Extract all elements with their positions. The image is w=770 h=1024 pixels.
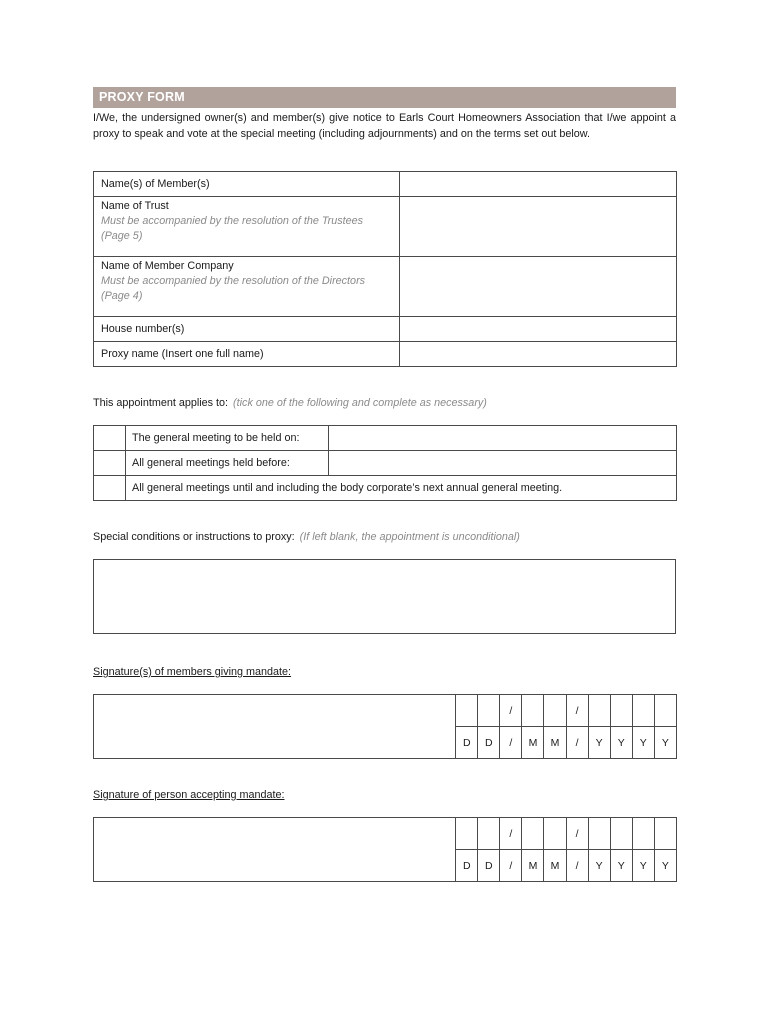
form-title: PROXY FORM — [93, 87, 676, 108]
date-cell[interactable] — [522, 818, 544, 850]
date-format-label: M — [544, 850, 566, 882]
date-cell[interactable] — [610, 818, 632, 850]
company-name-label: Name of Member Company — [101, 260, 234, 272]
table-row — [94, 197, 677, 257]
members-signature-field[interactable] — [94, 695, 456, 759]
table-row — [94, 342, 677, 367]
conditions-label: Special conditions or instructions to proxy: — [93, 531, 295, 543]
date-cell[interactable] — [478, 818, 500, 850]
option-1-checkbox[interactable] — [94, 426, 126, 451]
members-signature-table — [93, 694, 677, 759]
appointment-hint: (tick one of the following and complete as necessary) — [233, 397, 487, 409]
date-format-label: D — [478, 727, 500, 759]
date-format-label: M — [522, 727, 544, 759]
date-format-label: Y — [610, 850, 632, 882]
member-details-table — [93, 171, 677, 367]
date-format-label: Y — [654, 727, 676, 759]
trust-name-note: Must be accompanied by the resolution of the Trustees — [101, 215, 364, 227]
table-row — [94, 172, 677, 197]
proxy-name-field[interactable] — [399, 342, 676, 367]
trust-name-label: Name of Trust — [101, 200, 169, 212]
date-cell[interactable] — [588, 818, 610, 850]
date-format-label: / — [500, 850, 522, 882]
date-format-label: D — [456, 850, 478, 882]
appointment-line — [93, 397, 487, 409]
date-separator: / — [566, 818, 588, 850]
table-row — [94, 451, 677, 476]
conditions-input-box[interactable] — [93, 559, 676, 634]
date-top-row — [94, 818, 677, 850]
conditions-hint: (If left blank, the appointment is unconditional) — [299, 531, 520, 543]
date-format-label: Y — [654, 850, 676, 882]
acceptor-signature-title: Signature of person accepting mandate: — [93, 789, 285, 801]
before-date-field[interactable] — [329, 451, 677, 476]
date-format-label: M — [522, 850, 544, 882]
company-name-field[interactable] — [399, 257, 676, 317]
option-3-checkbox[interactable] — [94, 476, 126, 501]
option-3-label: All general meetings until and including the body corporate’s next annual general meeting. — [126, 476, 677, 501]
appointment-options-table — [93, 425, 677, 501]
date-cell[interactable] — [456, 818, 478, 850]
conditions-line — [93, 531, 520, 543]
date-cell[interactable] — [588, 695, 610, 727]
date-separator: / — [500, 818, 522, 850]
option-2-label: All general meetings held before: — [126, 451, 329, 476]
company-name-note: Must be accompanied by the resolution of the Directors — [101, 275, 366, 287]
option-1-label: The general meeting to be held on: — [126, 426, 329, 451]
members-signature-title: Signature(s) of members giving mandate: — [93, 666, 292, 678]
company-name-cell — [94, 257, 400, 317]
date-cell[interactable] — [610, 695, 632, 727]
acceptor-signature-field[interactable] — [94, 818, 456, 882]
date-top-row — [94, 695, 677, 727]
members-name-field[interactable] — [399, 172, 676, 197]
date-separator: / — [566, 695, 588, 727]
date-format-label: M — [544, 727, 566, 759]
date-format-label: Y — [610, 727, 632, 759]
date-format-label: Y — [588, 850, 610, 882]
members-name-label: Name(s) of Member(s) — [94, 172, 400, 197]
date-format-label: Y — [632, 850, 654, 882]
date-format-label: Y — [588, 727, 610, 759]
date-cell[interactable] — [632, 818, 654, 850]
date-cell[interactable] — [456, 695, 478, 727]
table-row — [94, 426, 677, 451]
table-row — [94, 476, 677, 501]
date-format-label: / — [566, 727, 588, 759]
date-format-label: / — [566, 850, 588, 882]
table-row — [94, 257, 677, 317]
intro-paragraph: I/We, the undersigned owner(s) and member(s) give notice to Earls Court Homeowners Association that I/we appoint a proxy to speak and vote at the special meeting (including adjournments) and on the terms set out below. — [93, 112, 676, 140]
date-cell[interactable] — [544, 818, 566, 850]
date-format-label: / — [500, 727, 522, 759]
table-row — [94, 317, 677, 342]
date-cell[interactable] — [654, 695, 676, 727]
date-format-label: D — [456, 727, 478, 759]
date-separator: / — [500, 695, 522, 727]
option-2-checkbox[interactable] — [94, 451, 126, 476]
house-number-label: House number(s) — [94, 317, 400, 342]
acceptor-signature-table — [93, 817, 677, 882]
date-format-label: D — [478, 850, 500, 882]
date-cell[interactable] — [478, 695, 500, 727]
date-cell[interactable] — [544, 695, 566, 727]
proxy-name-label: Proxy name (Insert one full name) — [94, 342, 400, 367]
trust-name-field[interactable] — [399, 197, 676, 257]
house-number-field[interactable] — [399, 317, 676, 342]
date-format-label: Y — [632, 727, 654, 759]
date-cell[interactable] — [654, 818, 676, 850]
company-name-page: (Page 4) — [101, 290, 143, 302]
trust-name-page: (Page 5) — [101, 230, 143, 242]
meeting-date-field[interactable] — [329, 426, 677, 451]
date-cell[interactable] — [632, 695, 654, 727]
trust-name-cell — [94, 197, 400, 257]
appointment-label: This appointment applies to: — [93, 397, 229, 409]
date-cell[interactable] — [522, 695, 544, 727]
